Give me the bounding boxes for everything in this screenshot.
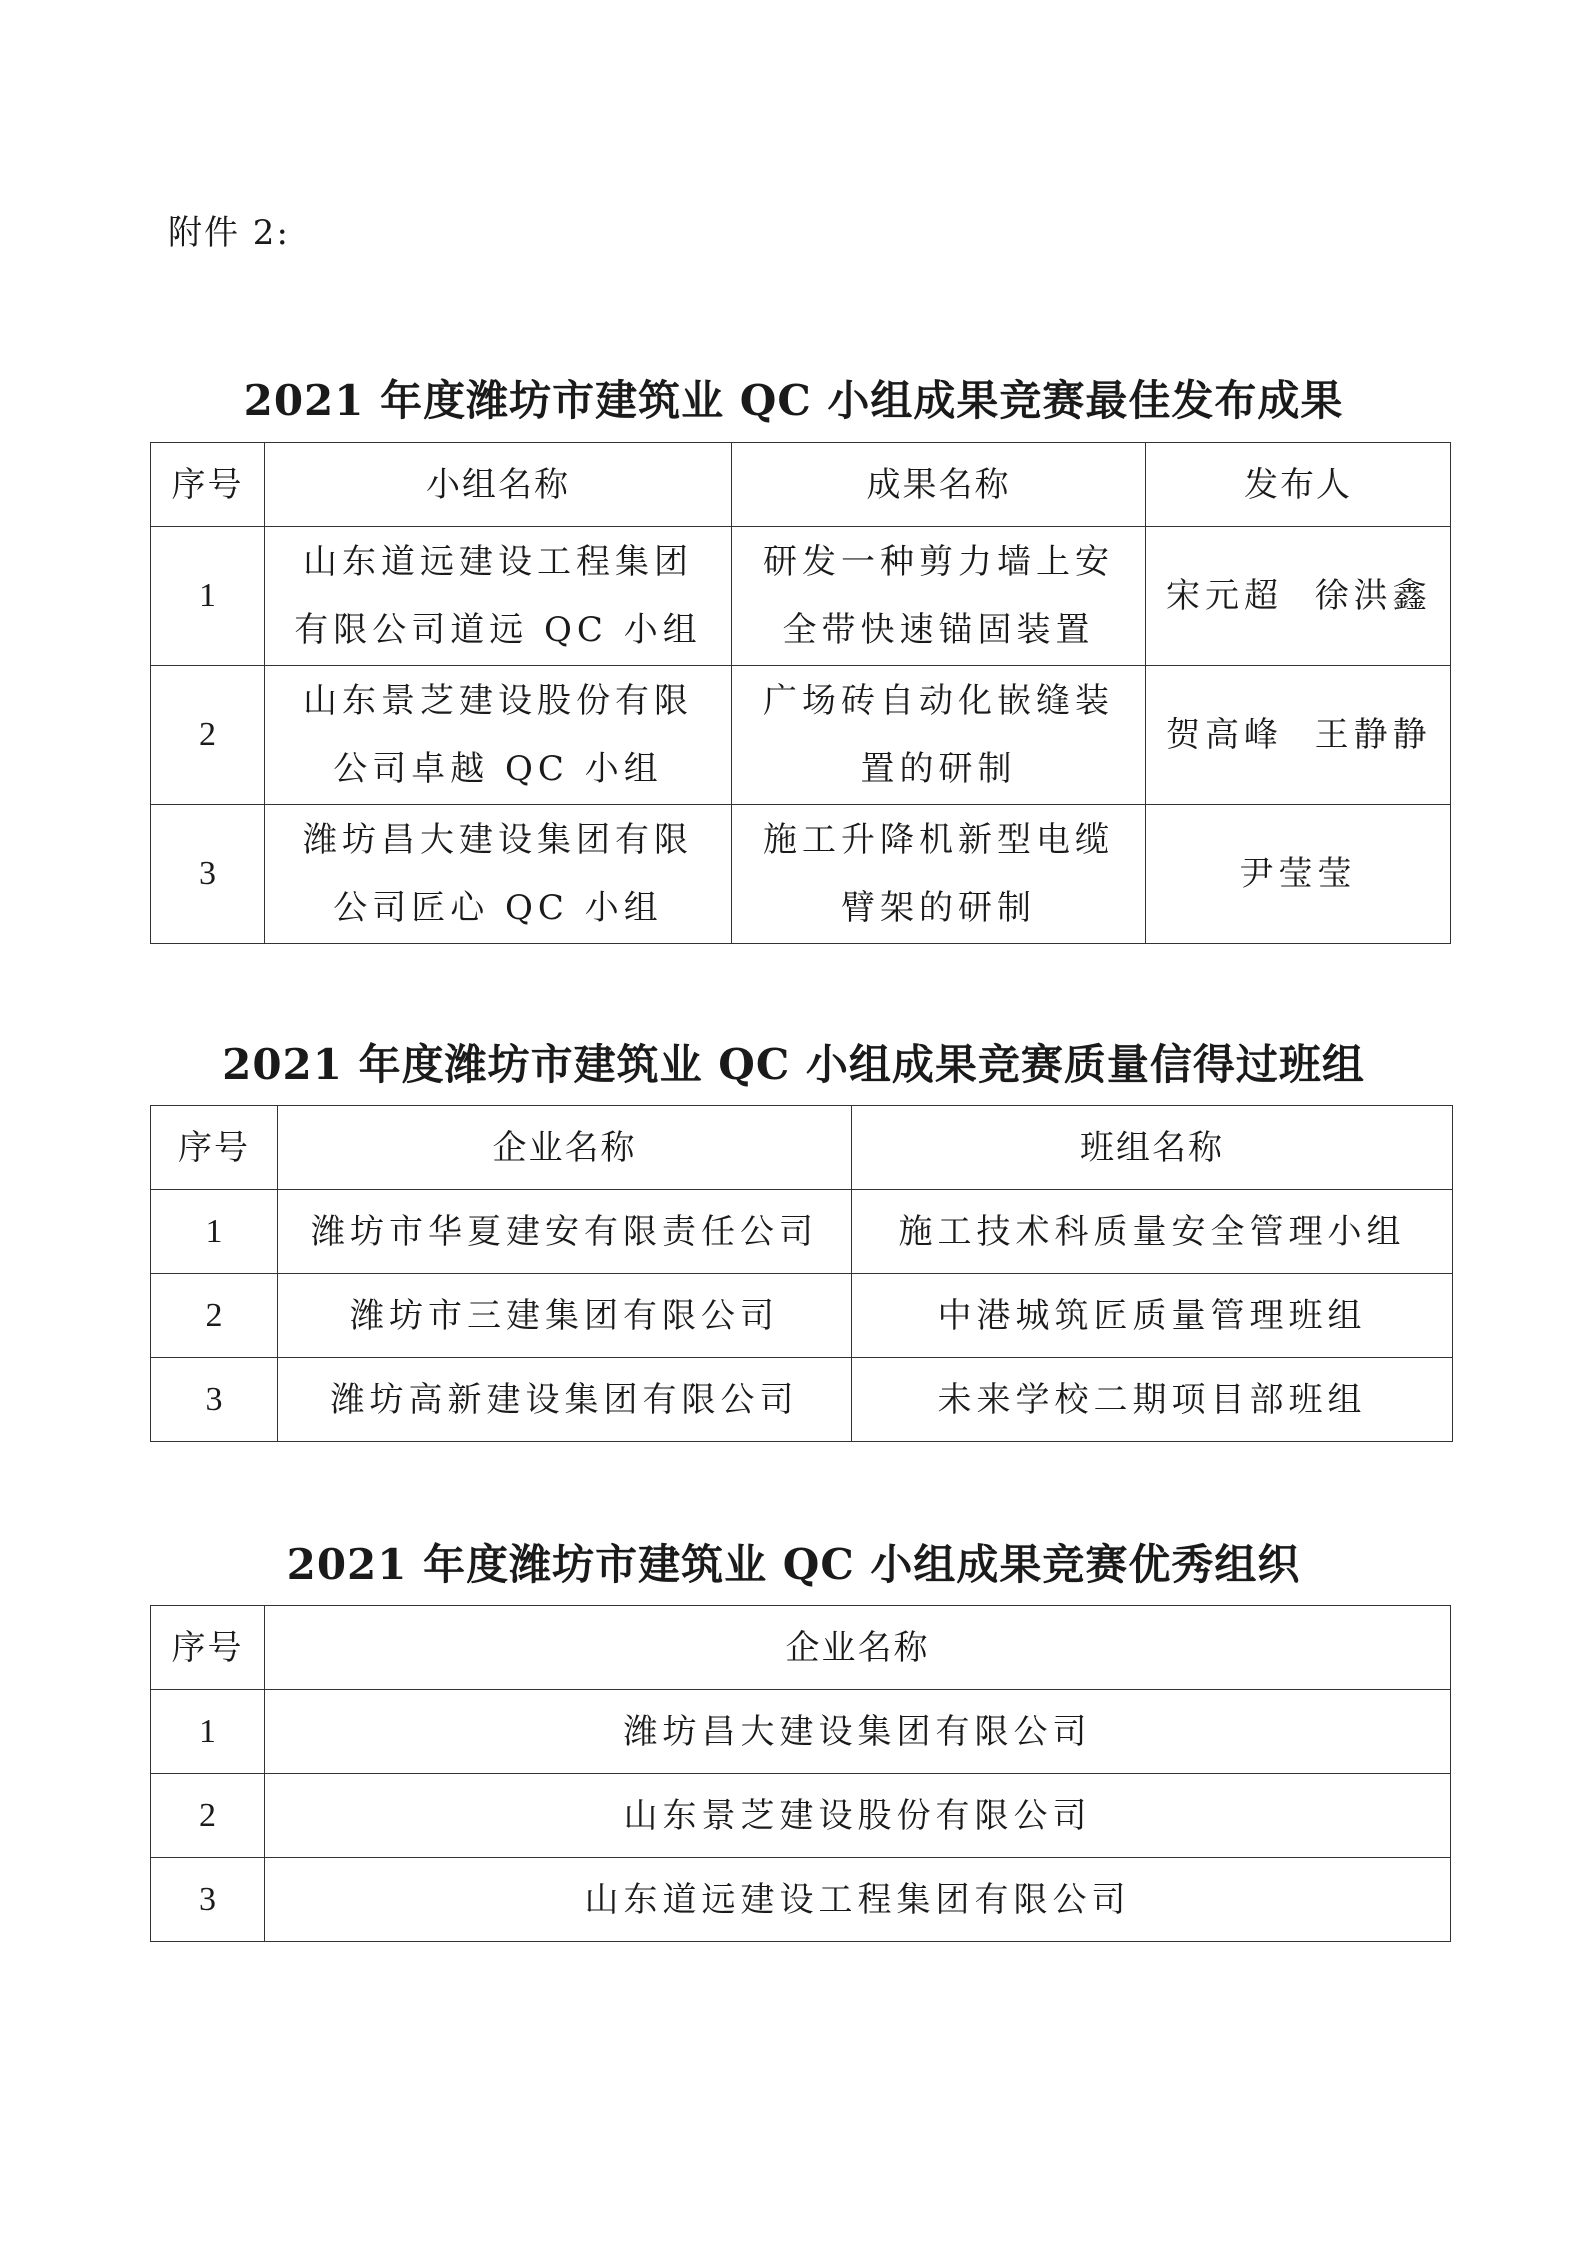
company-name-cell: 山东景芝建设股份有限公司 <box>265 1774 1451 1858</box>
team-name-cell: 未来学校二期项目部班组 <box>852 1358 1453 1442</box>
table-row <box>151 805 1451 944</box>
result-name-line: 广场砖自动化嵌缝装 <box>763 681 1114 721</box>
col-header-team-name: 班组名称 <box>852 1106 1453 1190</box>
company-name-cell: 潍坊高新建设集团有限公司 <box>278 1358 852 1442</box>
row-index: 1 <box>151 1190 278 1274</box>
row-index: 2 <box>151 1274 278 1358</box>
result-name-line: 臂架的研制 <box>841 888 1036 928</box>
team-name-cell: 施工技术科质量安全管理小组 <box>852 1190 1453 1274</box>
group-name-cell <box>265 666 732 805</box>
section2-title: 2021 年度潍坊市建筑业 QC 小组成果竞赛质量信得过班组 <box>222 1040 1365 1089</box>
group-name-line: 公司匠心 QC 小组 <box>333 888 663 928</box>
col-header-company-name: 企业名称 <box>278 1106 852 1190</box>
result-name-line: 研发一种剪力墙上安 <box>763 542 1114 582</box>
publisher-cell: 宋元超 徐洪鑫 <box>1146 527 1451 666</box>
table-row <box>151 666 1451 805</box>
table-row <box>151 1190 1453 1274</box>
group-name-line: 有限公司道远 QC 小组 <box>294 610 702 650</box>
company-name-cell: 潍坊市华夏建安有限责任公司 <box>278 1190 852 1274</box>
row-index: 2 <box>151 666 265 805</box>
col-header-publisher: 发布人 <box>1146 443 1451 527</box>
col-header-index: 序号 <box>151 443 265 527</box>
company-name-cell: 潍坊市三建集团有限公司 <box>278 1274 852 1358</box>
quality-team-table <box>150 1105 1453 1442</box>
result-name-cell <box>732 527 1146 666</box>
company-name-cell: 山东道远建设工程集团有限公司 <box>265 1858 1451 1942</box>
row-index: 1 <box>151 527 265 666</box>
group-name-cell <box>265 527 732 666</box>
excellent-organization-table <box>150 1605 1451 1942</box>
group-name-cell <box>265 805 732 944</box>
row-index: 3 <box>151 805 265 944</box>
table-row <box>151 1274 1453 1358</box>
table-header-row <box>151 1606 1451 1690</box>
group-name-line: 潍坊昌大建设集团有限 <box>303 820 693 860</box>
publisher-cell: 尹莹莹 <box>1146 805 1451 944</box>
row-index: 3 <box>151 1358 278 1442</box>
table-header-row <box>151 1106 1453 1190</box>
team-name-cell: 中港城筑匠质量管理班组 <box>852 1274 1453 1358</box>
table-row <box>151 527 1451 666</box>
table-row <box>151 1858 1451 1942</box>
table-header-row <box>151 443 1451 527</box>
col-header-group-name: 小组名称 <box>265 443 732 527</box>
table-row <box>151 1358 1453 1442</box>
result-name-cell <box>732 666 1146 805</box>
result-name-cell <box>732 805 1146 944</box>
group-name-line: 公司卓越 QC 小组 <box>333 749 663 789</box>
group-name-line: 山东道远建设工程集团 <box>303 542 693 582</box>
col-header-company-name: 企业名称 <box>265 1606 1451 1690</box>
section3-title: 2021 年度潍坊市建筑业 QC 小组成果竞赛优秀组织 <box>286 1540 1301 1589</box>
row-index: 3 <box>151 1858 265 1942</box>
table-row <box>151 1774 1451 1858</box>
group-name-line: 山东景芝建设股份有限 <box>303 681 693 721</box>
publisher-cell: 贺高峰 王静静 <box>1146 666 1451 805</box>
result-name-line: 施工升降机新型电缆 <box>763 820 1114 860</box>
best-release-table <box>150 442 1451 944</box>
section1-title: 2021 年度潍坊市建筑业 QC 小组成果竞赛最佳发布成果 <box>243 376 1344 425</box>
col-header-index: 序号 <box>151 1106 278 1190</box>
row-index: 2 <box>151 1774 265 1858</box>
col-header-index: 序号 <box>151 1606 265 1690</box>
attachment-label: 附件 2: <box>168 213 290 253</box>
result-name-line: 置的研制 <box>860 749 1017 789</box>
table-row <box>151 1690 1451 1774</box>
company-name-cell: 潍坊昌大建设集团有限公司 <box>265 1690 1451 1774</box>
result-name-line: 全带快速锚固装置 <box>782 610 1095 650</box>
col-header-result-name: 成果名称 <box>732 443 1146 527</box>
row-index: 1 <box>151 1690 265 1774</box>
